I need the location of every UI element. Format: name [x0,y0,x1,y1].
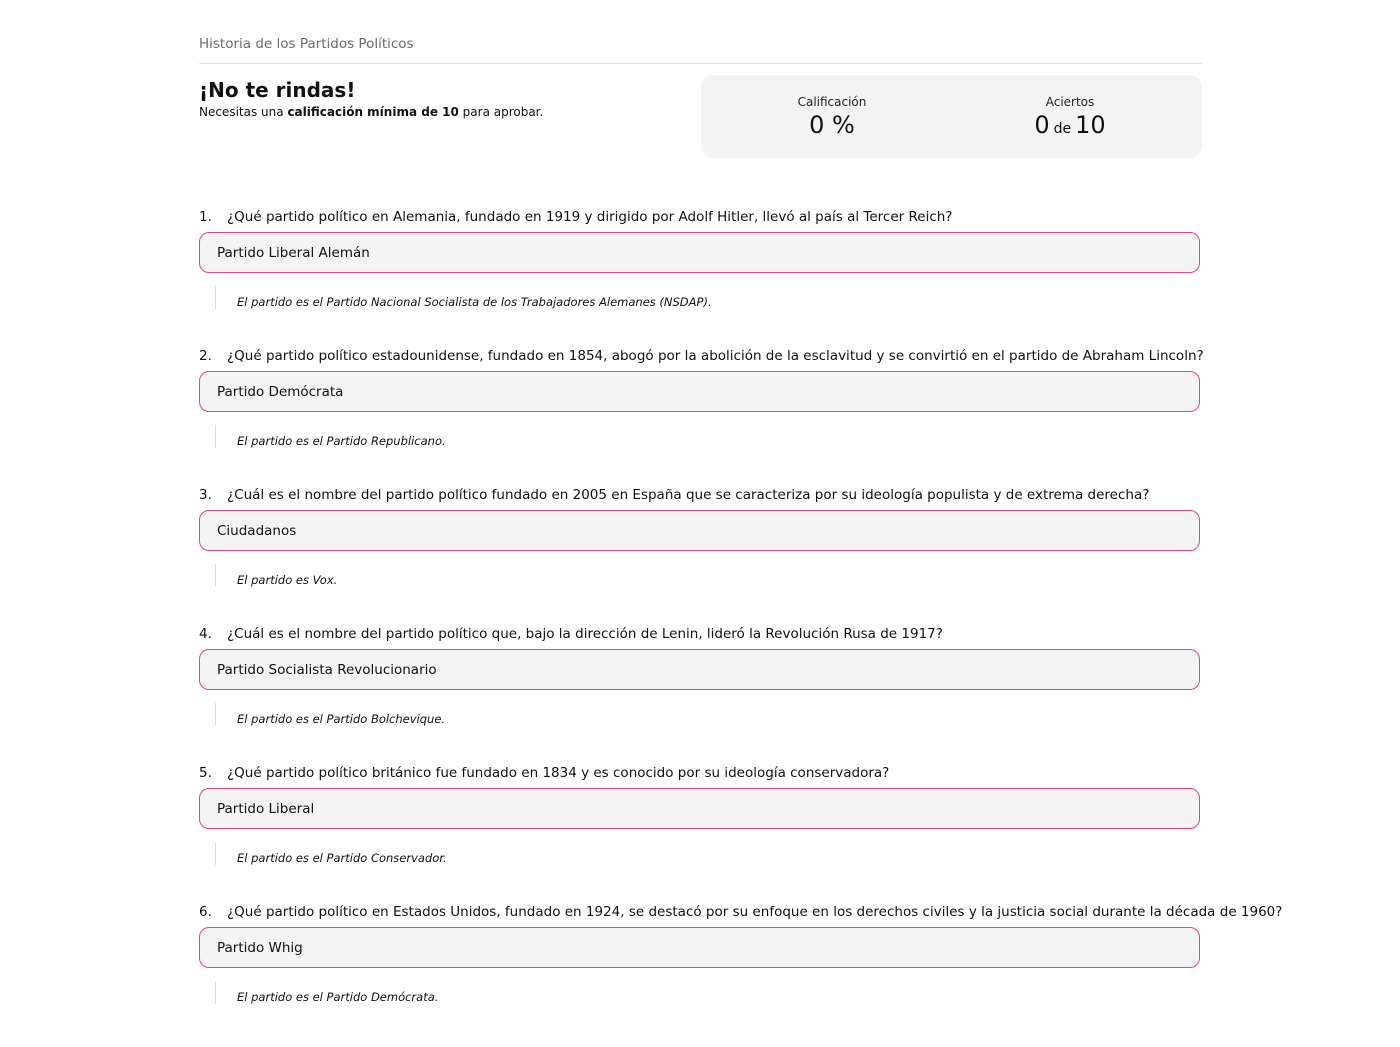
answer-option[interactable] [199,788,1200,829]
answer-text: Partido Socialista Revolucionario [217,662,437,678]
question-text [199,626,943,642]
hits-stat [970,95,1170,139]
answer-option[interactable] [199,510,1200,551]
hits-label: Aciertos [1045,95,1095,109]
score-card [701,75,1202,158]
explanation-text: El partido es el Partido Demócrata. [237,990,439,1004]
question-number: 2. [199,348,212,364]
explanation-text: El partido es Vox. [237,573,338,587]
question-number: 6. [199,904,212,920]
hits-connector: de [1053,121,1072,137]
question-prompt: ¿Qué partido político en Alemania, fundado en 1919 y dirigido por Adolf Hitler, llevó al país al Tercer Reich? [227,209,953,225]
header-divider [199,63,1202,64]
grade-value: 0 % [809,111,855,139]
pass-requirement-prefix: Necesitas una [199,105,288,119]
pass-requirement-bold: calificación mínima de 10 [287,105,459,119]
question-number: 1. [199,209,212,225]
answer-option[interactable] [199,927,1200,968]
pass-requirement-text [199,105,543,119]
answer-explanation [215,425,446,448]
answer-text: Partido Whig [217,940,303,956]
answer-explanation [215,981,438,1004]
question-number: 5. [199,765,212,781]
question-prompt: ¿Cuál es el nombre del partido político fundado en 2005 en España que se caracteriza por su ideología populista y de extrema derecha? [227,487,1150,503]
question-number: 3. [199,487,212,503]
question-number: 4. [199,626,212,642]
answer-text: Partido Demócrata [217,384,344,400]
answer-explanation [215,564,337,587]
answer-explanation [215,842,447,865]
answer-text: Partido Liberal Alemán [217,245,370,261]
hits-value-row [970,111,1170,139]
answer-explanation [215,286,712,309]
question-text [199,209,952,225]
question-prompt: ¿Qué partido político británico fue fundado en 1834 y es conocido por su ideología conservadora? [227,765,890,781]
answer-explanation [215,703,445,726]
explanation-text: El partido es el Partido Republicano. [237,434,446,448]
question-text [199,348,1204,364]
result-headline: ¡No te rindas! [199,78,356,102]
hits-value: 0 [1034,111,1050,139]
question-text [199,765,889,781]
answer-text: Partido Liberal [217,801,315,817]
answer-text: Ciudadanos [217,523,297,539]
answer-option[interactable] [199,371,1200,412]
breadcrumb[interactable]: Historia de los Partidos Políticos [199,36,414,52]
question-text [199,487,1149,503]
question-prompt: ¿Cuál es el nombre del partido político que, bajo la dirección de Lenin, lideró la Revolución Rusa de 1917? [227,626,943,642]
question-text [199,904,1282,920]
hits-total: 10 [1075,111,1106,139]
question-prompt: ¿Qué partido político en Estados Unidos, fundado en 1924, se destacó por su enfoque en los derechos civiles y la justicia social durante la década de 1960? [227,904,1283,920]
question-prompt: ¿Qué partido político estadounidense, fundado en 1854, abogó por la abolición de la esclavitud y se convirtió en el partido de Abraham Lincoln? [227,348,1204,364]
grade-label: Calificación [797,95,867,109]
answer-option[interactable] [199,232,1200,273]
grade-stat [732,95,932,139]
pass-requirement-suffix: para aprobar. [458,105,544,119]
explanation-text: El partido es el Partido Conservador. [237,851,447,865]
answer-option[interactable] [199,649,1200,690]
explanation-text: El partido es el Partido Nacional Socialista de los Trabajadores Alemanes (NSDAP). [237,295,712,309]
explanation-text: El partido es el Partido Bolchevique. [237,712,446,726]
